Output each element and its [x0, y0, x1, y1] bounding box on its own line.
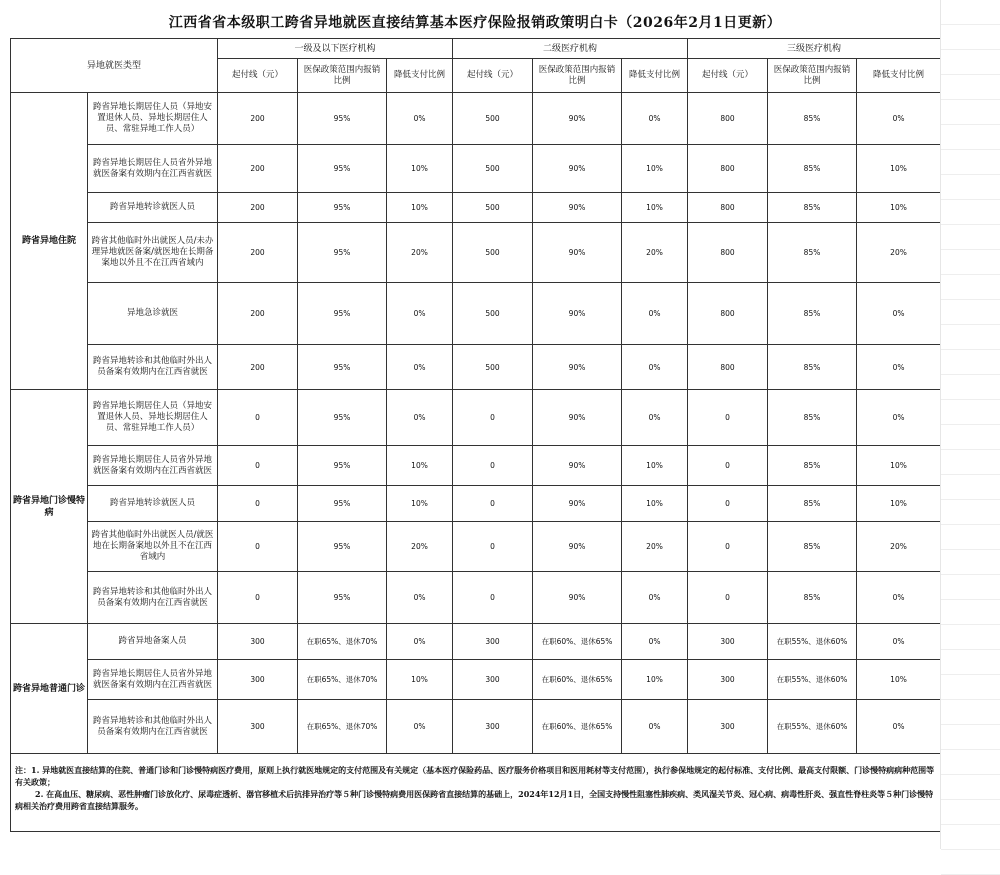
reduced-ratio-cell: 0% [622, 390, 688, 446]
reimburse-ratio-cell: 95% [298, 145, 387, 193]
reduced-ratio-cell: 10% [622, 486, 688, 522]
reimburse-ratio-cell: 90% [533, 390, 622, 446]
table-row [11, 660, 941, 700]
deductible-cell: 300 [688, 624, 768, 660]
reduced-ratio-cell: 0% [622, 283, 688, 345]
reimburse-ratio-cell: 在职55%、退休60% [768, 660, 857, 700]
deductible-cell: 800 [688, 223, 768, 283]
reduced-ratio-cell: 10% [622, 145, 688, 193]
note-2: 2. 在高血压、糖尿病、恶性肿瘤门诊放化疗、尿毒症透析、器官移植术后抗排异治疗等５种门诊慢特病费用医保跨省直接结算的基础上，2024年12月1日，全国支持慢性阻塞性肺疾病、类风湿关节炎、冠心病、病毒性肝炎、强直性脊柱炎等５种门诊慢特病相关治疗费用跨省直接结算服务。 [15, 789, 934, 811]
person-type-cell: 跨省其他临时外出就医人员/就医地在长期备案地以外且不在江西省域内 [88, 522, 218, 572]
deductible-cell: 300 [453, 700, 533, 754]
table-row [11, 283, 941, 345]
category-cell: 跨省异地住院 [11, 93, 88, 390]
reimburse-ratio-cell: 95% [298, 223, 387, 283]
header-reimburse-ratio: 医保政策范围内报销比例 [298, 59, 387, 93]
category-cell: 跨省异地门诊慢特病 [11, 390, 88, 624]
reimburse-ratio-cell: 85% [768, 93, 857, 145]
reimburse-ratio-cell: 85% [768, 390, 857, 446]
reimburse-ratio-cell: 95% [298, 486, 387, 522]
reduced-ratio-cell: 20% [387, 223, 453, 283]
header-level-2: 二级医疗机构 [453, 39, 688, 59]
header-reduced-ratio: 降低支付比例 [622, 59, 688, 93]
person-type-cell: 跨省异地转诊和其他临时外出人员备案有效期内在江西省就医 [88, 700, 218, 754]
category-cell: 跨省异地普通门诊 [11, 624, 88, 754]
reimburse-ratio-cell: 90% [533, 283, 622, 345]
table-row [11, 522, 941, 572]
header-deductible: 起付线（元） [688, 59, 768, 93]
header-deductible: 起付线（元） [453, 59, 533, 93]
deductible-cell: 800 [688, 193, 768, 223]
reduced-ratio-cell: 0% [387, 93, 453, 145]
reimburse-ratio-cell: 85% [768, 572, 857, 624]
reimburse-ratio-cell: 90% [533, 345, 622, 390]
reimburse-ratio-cell: 在职60%、退休65% [533, 624, 622, 660]
deductible-cell: 0 [218, 572, 298, 624]
reduced-ratio-cell: 20% [387, 522, 453, 572]
reduced-ratio-cell: 0% [857, 390, 941, 446]
header-reimburse-ratio: 医保政策范围内报销比例 [533, 59, 622, 93]
reduced-ratio-cell: 10% [857, 486, 941, 522]
reduced-ratio-cell: 0% [857, 572, 941, 624]
reimburse-ratio-cell: 95% [298, 345, 387, 390]
reduced-ratio-cell: 10% [622, 446, 688, 486]
reimburse-ratio-cell: 在职65%、退休70% [298, 624, 387, 660]
reimburse-ratio-cell: 95% [298, 283, 387, 345]
reduced-ratio-cell: 10% [857, 145, 941, 193]
table-row [11, 193, 941, 223]
deductible-cell: 0 [688, 446, 768, 486]
deductible-cell: 500 [453, 93, 533, 145]
reduced-ratio-cell: 10% [622, 660, 688, 700]
person-type-cell: 跨省异地长期居住人员省外异地就医备案有效期内在江西省就医 [88, 446, 218, 486]
deductible-cell: 0 [453, 486, 533, 522]
person-type-cell: 跨省异地长期居住人员（异地安置退休人员、异地长期居住人员、常驻异地工作人员） [88, 390, 218, 446]
notes-cell [11, 754, 941, 832]
reduced-ratio-cell: 10% [857, 446, 941, 486]
reduced-ratio-cell: 0% [857, 283, 941, 345]
reduced-ratio-cell: 0% [622, 345, 688, 390]
table-row [11, 572, 941, 624]
header-deductible: 起付线（元） [218, 59, 298, 93]
table-row [11, 145, 941, 193]
deductible-cell: 200 [218, 145, 298, 193]
reimburse-ratio-cell: 85% [768, 345, 857, 390]
deductible-cell: 200 [218, 223, 298, 283]
deductible-cell: 200 [218, 93, 298, 145]
reimburse-ratio-cell: 90% [533, 446, 622, 486]
person-type-cell: 跨省异地长期居住人员省外异地就医备案有效期内在江西省就医 [88, 660, 218, 700]
header-level-1: 一级及以下医疗机构 [218, 39, 453, 59]
deductible-cell: 500 [453, 193, 533, 223]
deductible-cell: 800 [688, 283, 768, 345]
table-row [11, 345, 941, 390]
header-row-levels [11, 39, 941, 59]
deductible-cell: 0 [218, 390, 298, 446]
reduced-ratio-cell: 0% [622, 624, 688, 660]
reduced-ratio-cell: 20% [622, 223, 688, 283]
reimburse-ratio-cell: 90% [533, 522, 622, 572]
deductible-cell: 500 [453, 145, 533, 193]
reimburse-ratio-cell: 90% [533, 145, 622, 193]
reduced-ratio-cell: 0% [387, 283, 453, 345]
reduced-ratio-cell: 20% [857, 522, 941, 572]
header-type-label: 异地就医类型 [11, 39, 218, 93]
table-row [11, 486, 941, 522]
deductible-cell: 0 [688, 522, 768, 572]
deductible-cell: 800 [688, 345, 768, 390]
deductible-cell: 0 [218, 486, 298, 522]
reduced-ratio-cell: 10% [387, 145, 453, 193]
person-type-cell: 跨省异地转诊和其他临时外出人员备案有效期内在江西省就医 [88, 345, 218, 390]
reimburse-ratio-cell: 85% [768, 522, 857, 572]
person-type-cell: 跨省异地备案人员 [88, 624, 218, 660]
deductible-cell: 500 [453, 223, 533, 283]
deductible-cell: 300 [218, 700, 298, 754]
reimburse-ratio-cell: 90% [533, 193, 622, 223]
person-type-cell: 跨省异地转诊就医人员 [88, 193, 218, 223]
reduced-ratio-cell: 20% [622, 522, 688, 572]
deductible-cell: 500 [453, 345, 533, 390]
reduced-ratio-cell: 0% [857, 345, 941, 390]
reduced-ratio-cell: 20% [857, 223, 941, 283]
header-reimburse-ratio: 医保政策范围内报销比例 [768, 59, 857, 93]
deductible-cell: 800 [688, 145, 768, 193]
deductible-cell: 0 [218, 522, 298, 572]
table-row [11, 624, 941, 660]
reimburse-ratio-cell: 在职55%、退休60% [768, 700, 857, 754]
reduced-ratio-cell: 0% [857, 700, 941, 754]
reimburse-ratio-cell: 95% [298, 572, 387, 624]
reimburse-ratio-cell: 95% [298, 93, 387, 145]
policy-table-body [11, 93, 941, 754]
reimburse-ratio-cell: 在职65%、退休70% [298, 700, 387, 754]
person-type-cell: 跨省异地转诊和其他临时外出人员备案有效期内在江西省就医 [88, 572, 218, 624]
deductible-cell: 0 [453, 522, 533, 572]
deductible-cell: 200 [218, 283, 298, 345]
reduced-ratio-cell: 10% [387, 193, 453, 223]
deductible-cell: 500 [453, 283, 533, 345]
sheet-edge-gridlines [940, 0, 1000, 849]
notes-row [11, 754, 941, 832]
deductible-cell: 300 [453, 624, 533, 660]
reduced-ratio-cell: 0% [622, 572, 688, 624]
reimburse-ratio-cell: 85% [768, 223, 857, 283]
deductible-cell: 300 [218, 660, 298, 700]
deductible-cell: 300 [218, 624, 298, 660]
table-row [11, 446, 941, 486]
person-type-cell: 跨省异地长期居住人员（异地安置退休人员、异地长期居住人员、常驻异地工作人员） [88, 93, 218, 145]
deductible-cell: 0 [453, 446, 533, 486]
reduced-ratio-cell: 10% [387, 486, 453, 522]
deductible-cell: 300 [688, 700, 768, 754]
reimburse-ratio-cell: 95% [298, 193, 387, 223]
page-title: 江西省省本级职工跨省异地就医直接结算基本医疗保险报销政策明白卡（2026年2月1日更新） [168, 15, 782, 31]
reimburse-ratio-cell: 在职60%、退休65% [533, 660, 622, 700]
person-type-cell: 跨省异地长期居住人员省外异地就医备案有效期内在江西省就医 [88, 145, 218, 193]
reimburse-ratio-cell: 95% [298, 390, 387, 446]
table-row [11, 390, 941, 446]
reimburse-ratio-cell: 90% [533, 572, 622, 624]
deductible-cell: 0 [688, 572, 768, 624]
table-row [11, 223, 941, 283]
deductible-cell: 300 [453, 660, 533, 700]
reimburse-ratio-cell: 在职55%、退休60% [768, 624, 857, 660]
reduced-ratio-cell: 0% [387, 572, 453, 624]
reimburse-ratio-cell: 在职65%、退休70% [298, 660, 387, 700]
policy-table [10, 38, 941, 832]
deductible-cell: 800 [688, 93, 768, 145]
reimburse-ratio-cell: 在职60%、退休65% [533, 700, 622, 754]
reimburse-ratio-cell: 95% [298, 522, 387, 572]
reduced-ratio-cell: 0% [387, 700, 453, 754]
deductible-cell: 0 [453, 390, 533, 446]
person-type-cell: 跨省异地转诊就医人员 [88, 486, 218, 522]
deductible-cell: 0 [688, 486, 768, 522]
deductible-cell: 200 [218, 345, 298, 390]
reduced-ratio-cell: 0% [622, 93, 688, 145]
reimburse-ratio-cell: 95% [298, 446, 387, 486]
reimburse-ratio-cell: 85% [768, 145, 857, 193]
reduced-ratio-cell: 10% [387, 660, 453, 700]
reduced-ratio-cell: 0% [622, 700, 688, 754]
table-row [11, 700, 941, 754]
reimburse-ratio-cell: 85% [768, 446, 857, 486]
deductible-cell: 0 [688, 390, 768, 446]
table-row [11, 93, 941, 145]
deductible-cell: 0 [453, 572, 533, 624]
reimburse-ratio-cell: 90% [533, 223, 622, 283]
note-1: 注：1. 异地就医直接结算的住院、普通门诊和门诊慢特病医疗费用，原则上执行就医地规定的支付范围及有关规定（基本医疗保险药品、医疗服务价格项目和医用耗材等支付范围），执行参保地规定的起付标准、支付比例、最高支付限额、门诊慢特病病种范围等有关政策； [15, 765, 935, 787]
deductible-cell: 300 [688, 660, 768, 700]
deductible-cell: 0 [218, 446, 298, 486]
reduced-ratio-cell: 0% [387, 390, 453, 446]
reduced-ratio-cell: 0% [857, 624, 941, 660]
reduced-ratio-cell: 10% [387, 446, 453, 486]
header-level-3: 三级医疗机构 [688, 39, 941, 59]
reduced-ratio-cell: 0% [387, 345, 453, 390]
deductible-cell: 200 [218, 193, 298, 223]
reduced-ratio-cell: 0% [857, 93, 941, 145]
person-type-cell: 异地急诊就医 [88, 283, 218, 345]
header-reduced-ratio: 降低支付比例 [857, 59, 941, 93]
header-reduced-ratio: 降低支付比例 [387, 59, 453, 93]
reimburse-ratio-cell: 85% [768, 193, 857, 223]
reduced-ratio-cell: 10% [622, 193, 688, 223]
reduced-ratio-cell: 10% [857, 193, 941, 223]
reimburse-ratio-cell: 90% [533, 486, 622, 522]
reduced-ratio-cell: 0% [387, 624, 453, 660]
reimburse-ratio-cell: 85% [768, 486, 857, 522]
person-type-cell: 跨省其他临时外出就医人员/未办理异地就医备案/就医地在长期备案地以外且不在江西省域内 [88, 223, 218, 283]
reimburse-ratio-cell: 90% [533, 93, 622, 145]
reimburse-ratio-cell: 85% [768, 283, 857, 345]
reduced-ratio-cell: 10% [857, 660, 941, 700]
